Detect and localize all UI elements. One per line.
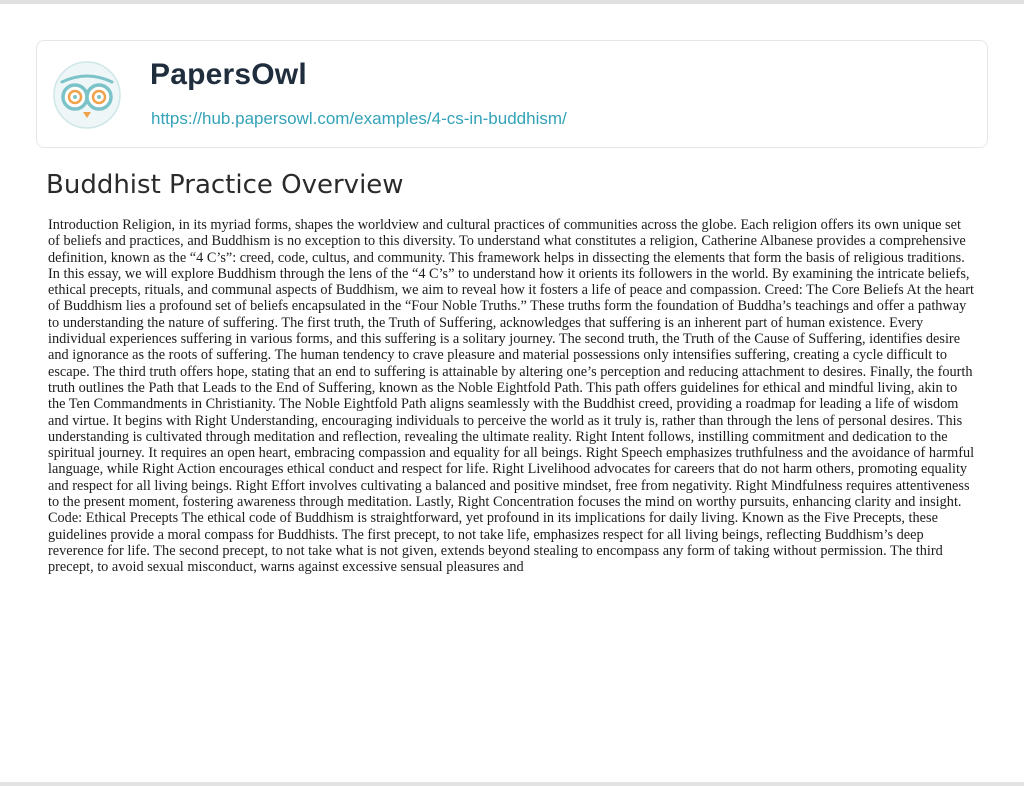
article-body: Introduction Religion, in its myriad forms, shapes the worldview and cultural practices of communities across the globe. Each religion offers its own unique set of beliefs and practices, and Buddhism is no exception to this diversity. To understand what constitutes a religion, Catherine Albanese provides a comprehensive definition, known as the “4 C’s”: creed, code, cultus, and community. This framework helps in dissecting the elements that form the basis of religious traditions. In this essay, we will explore Buddhism through the lens of the “4 C’s” to understand how it orients its followers in the world. By examining the intricate beliefs, ethical precepts, rituals, and communal aspects of Buddhism, we aim to reveal how it fosters a life of peace and compassion. Creed: The Core Beliefs At the heart of Buddhism lies a profound set of beliefs encapsulated in the “Four Noble Truths.” These truths form the foundation of Buddha’s teachings and offer a pathway to understanding the nature of suffering. The first truth, the Truth of Suffering, acknowledges that suffering is an inherent part of human existence. Every individual experiences suffering in various forms, and this suffering is a solitary journey. The second truth, the Truth of the Cause of Suffering, identifies desire and ignorance as the roots of suffering. The human tendency to crave pleasure and material possessions only intensifies suffering, creating a cycle difficult to escape. The third truth offers hope, stating that an end to suffering is attainable by altering one’s perception and reducing attachment to desires. Finally, the fourth truth outlines the Path that Leads to the End of Suffering, known as the Noble Eightfold Path. This path offers guidelines for ethical and mindful living, akin to the Ten Commandments in Christianity. The Noble Eightfold Path aligns seamlessly with the Buddhist creed, providing a roadmap for leading a life of wisdom and virtue. It begins with Right Understanding, encouraging individuals to perceive the world as it truly is, rather than through the lens of personal desires. This understanding is cultivated through meditation and reflection, revealing the ultimate reality. Right Intent follows, instilling commitment and dedication to the spiritual journey. It requires an open heart, embracing compassion and equality for all beings. Right Speech emphasizes truthfulness and the avoidance of harmful language, while Right Action encourages ethical conduct and respect for life. Right Livelihood advocates for careers that do not harm others, promoting equality and respect for all living beings. Right Effort involves cultivating a balanced and positive mindset, free from negativity. Right Mindfulness requires attentiveness to the present moment, fostering awareness through meditation. Lastly, Right Concentration focuses the mind on worthy pursuits, enhancing clarity and insight. Code: Ethical Precepts The ethical code of Buddhism is straightforward, yet profound in its implications for daily living. Known as the Five Precepts, these guidelines provide a moral compass for Buddhists. The first precept, to not take life, emphasizes respect for all living beings, reflecting Buddhism’s deep reverence for life. The second precept, to not take what is not given, extends beyond stealing to encompass any form of taking without permission. The third precept, to avoid sexual misconduct, warns against excessive sensual pleasures and [48,217,975,576]
page-title: Buddhist Practice Overview [46,170,404,200]
bottom-border [0,782,1024,786]
top-border [0,0,1024,4]
brand-name[interactable]: PapersOwl [150,58,307,91]
owl-eyes-logo-icon[interactable] [52,60,122,130]
site-header [36,40,988,148]
source-url-link[interactable]: https://hub.papersowl.com/examples/4-cs-in-buddhism/ [151,109,567,128]
